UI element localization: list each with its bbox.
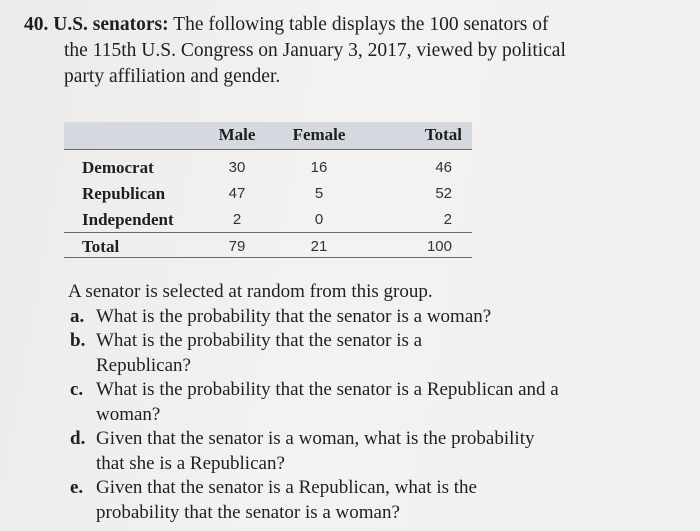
table-total-row [64,232,472,257]
question-text: What is the probability that the senator is a [96,330,423,351]
cell-total: 52 [435,185,452,202]
cell-male: 30 [228,159,246,176]
row-label-total: Total [82,237,120,256]
row-label: Republican [82,184,166,203]
senators-table [64,122,472,258]
problem-topic: U.S. senators: [53,14,169,35]
header-male: Male [218,125,256,144]
cell-male: 47 [228,185,246,202]
cell-female: 16 [310,159,328,176]
cell-male-total: 79 [228,238,246,255]
question-text: Given that the senator is a Republican, what is the [96,477,477,498]
table-body [64,150,472,258]
cell-total: 46 [435,159,452,176]
problem-statement [24,12,674,90]
problem-number: 40. [24,14,49,35]
cell-female: 5 [314,185,324,202]
question-letter: c. [70,379,84,400]
question-letter: b. [70,330,86,351]
cell-female: 0 [314,211,324,228]
question-text: Given that the senator is a woman, what is the probability [96,428,535,449]
table-row [64,180,472,206]
question-item-b [68,329,628,378]
question-text: that she is a Republican? [96,452,285,474]
cell-female-total: 21 [310,238,328,255]
header-female: Female [292,125,346,144]
intro-text-1: The following table displays the 100 senators of [173,14,549,35]
cell-total: 2 [443,211,452,228]
intro-line-2: the 115th U.S. Congress on January 3, 2017, viewed by political [64,40,566,61]
table-row [64,206,472,232]
question-text: What is the probability that the senator is a Republican and a [96,379,559,400]
cell-male: 2 [232,211,242,228]
question-item-e [68,476,628,525]
question-item-c [68,378,628,427]
question-item-a [68,305,628,330]
question-letter: e. [70,477,84,498]
table-header-row [64,122,472,150]
question-letter: a. [70,305,85,327]
row-label: Independent [82,210,174,229]
intro-line-1 [24,12,674,38]
question-text: What is the probability that the senator is a woman? [96,305,492,327]
table-row [64,154,472,180]
header-total: Total [424,125,462,144]
question-item-d [68,427,628,476]
question-text: probability that the senator is a woman? [96,501,400,523]
question-stem: A senator is selected at random from this group. [68,281,433,302]
question-text: Republican? [96,354,191,376]
question-letter: d. [70,428,86,449]
row-label: Democrat [82,158,154,177]
question-list [68,280,628,525]
intro-line-3: party affiliation and gender. [64,66,281,87]
cell-grand-total: 100 [426,238,452,255]
question-text: woman? [96,403,161,425]
